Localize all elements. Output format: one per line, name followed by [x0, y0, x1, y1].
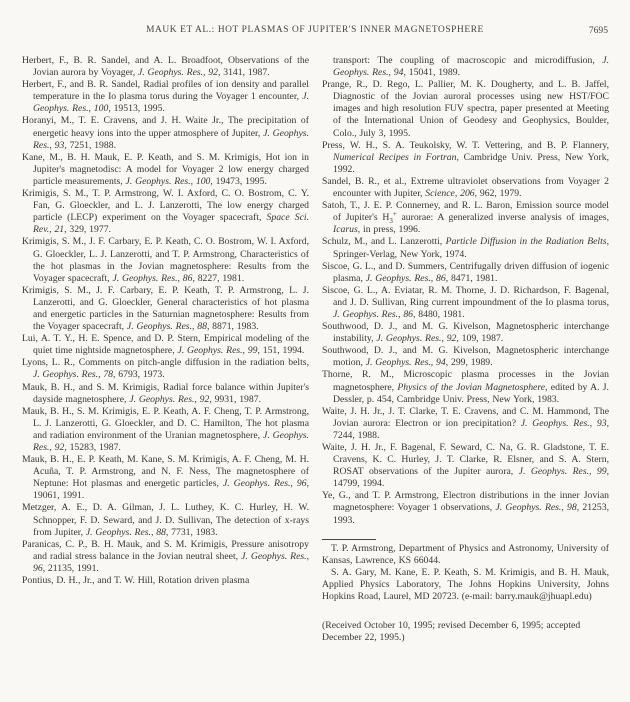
- affiliation-apl: S. A. Gary, M. Kane, E. P. Keath, S. M. Krimigis, and B. H. Mauk, Applied Physics Laboratory, The Johns Hopkins University, Johns Hopkins Road, Laurel, MD 20723. (e-mail: barry.mauk@jhuapl.edu): [322, 566, 609, 603]
- reference-entry-continued: transport: The coupling of macroscopic and microdiffusion, J. Geophys. Res., 94, 15041, 1989.: [333, 55, 609, 79]
- reference-entry: Thorne, R. M., Microscopic plasma processes in the Jovian magnetosphere, Physics of the Jovian Magnetosphere, edited by A. J. Dessler, p. 454, Cambridge Univ. Press, New York, 1983.: [322, 369, 609, 405]
- right-column-refs: [322, 55, 609, 527]
- reference-entry: Horanyi, M., T. E. Cravens, and J. H. Waite Jr., The precipitation of energetic heavy ions into the upper atmosphere of Jupiter, J. Geophys. Res., 93, 7251, 1988.: [22, 115, 309, 151]
- references-right-column: [322, 55, 609, 645]
- reference-entry: Krimigis, S. M., T. P. Armstrong, W. I. Axford, C. O. Bostrom, C. Y. Fan, G. Gloeckler, and L. J. Lanzerotti, The low energy charged particle (LECP) experiment on the Voyager spacecraft, Space Sci. Rev., 21, 329, 1977.: [22, 188, 309, 236]
- reference-entry: Lyons, L. R., Comments on pitch-angle diffusion in the radiation belts, J. Geophys. Res., 78, 6793, 1973.: [22, 357, 309, 381]
- affiliation-armstrong: T. P. Armstrong, Department of Physics and Astronomy, University of Kansas, Lawrence, KS 66044.: [322, 542, 609, 566]
- footnote-divider: [322, 539, 376, 540]
- running-head: MAUK ET AL.: HOT PLASMAS OF JUPITER'S INNER MAGNETOSPHERE: [146, 25, 484, 35]
- reference-entry: Metzger, A. E., D. A. Gilman, J. L. Luthey, K. C. Hurley, H. W. Schnopper, F. D. Seward, and J. D. Sullivan, The detection of x-rays from Jupiter, J. Geophys. Res., 88, 7731, 1983.: [22, 502, 309, 538]
- reference-entry: Mauk, B. H., E. P. Keath, M. Kane, S. M. Krimigis, A. F. Cheng, M. H. Acuña, T. P. Armstrong, and N. F. Ness, The magnetosphere of Neptune: Hot plasmas and energetic particles, J. Geophys. Res., 96, 19061, 1991.: [22, 454, 309, 502]
- reference-entry: Siscoe, G. L., and D. Summers, Centrifugally driven diffusion of iogenic plasma, J. Geophys. Res., 86, 8471, 1981.: [322, 260, 609, 284]
- reference-entry: Satoh, T., J. E. P. Connerney, and R. L. Baron, Emission source model of Jupiter's $H_3^+$ aurorae: A generalized inverse analysis of images, Icarus, in press, 1996.: [322, 200, 609, 236]
- reference-entry: Siscoe, G. L., A. Eviatar, R. M. Thorne, J. D. Richardson, F. Bagenal, and J. D. Sullivan, Ring current impoundment of the Io plasma torus, J. Geophys. Res., 86, 8480, 1981.: [322, 284, 609, 320]
- reference-entry: Southwood, D. J., and M. G. Kivelson, Magnetospheric interchange instability, J. Geophys. Res., 92, 109, 1987.: [322, 321, 609, 345]
- reference-entry: Krimigis, S. M., J. F. Carbary, E. P. Keath, C. O. Bostrom, W. I. Axford, G. Gloeckler, L. J. Lanzerotti, and T. P. Armstrong, Characteristics of the hot plasmas in the Jovian magnetosphere: Results from the Voyager spacecraft, J. Geophys. Res., 86, 8227, 1981.: [22, 236, 309, 284]
- footnote-block: [322, 539, 609, 645]
- reference-entry: Paranicas, C. P., B. H. Mauk, and S. M. Krimigis, Pressure anisotropy and radial stress balance in the Jovian neutral sheet, J. Geophys. Res., 96, 21135, 1991.: [22, 538, 309, 574]
- reference-entry: Sandel, B. R., et al., Extreme ultraviolet observations from Voyager 2 encounter with Jupiter, Science, 206, 962, 1979.: [322, 175, 609, 200]
- reference-entry: Lui, A. T. Y., H. E. Spence, and D. P. Stern, Empirical modeling of the quiet time nightside magnetosphere, J. Geophys. Res., 99, 151, 1994.: [22, 333, 309, 357]
- reference-entry: Krimigis, S. M., J. F. Carbary, E. P. Keath, T. P. Armstrong, L. J. Lanzerotti, and G. Gloeckler, General characteristics of hot plasma and energetic particles in the Saturnian magnetosphere: Results from the Voyager spacecraft, J. Geophys. Res., 88, 8871, 1983.: [22, 284, 309, 333]
- reference-entry: Press, W. H., S. A. Teukolsky, W. T. Vettering, and B. P. Flannery, Numerical Recipes in Fortran, Cambridge Univ. Press, New York, 1992.: [322, 139, 609, 175]
- reference-entry: Schulz, M., and L. Lanzerotti, Particle Diffusion in the Radiation Belts, Springer-Verlag, New York, 1974.: [322, 236, 609, 260]
- reference-entry: Southwood, D. J., and M. G. Kivelson, Magnetospheric interchange motion, J. Geophys. Res., 94, 299, 1989.: [322, 345, 609, 369]
- references-left-column: [22, 55, 309, 645]
- received-dates: (Received October 10, 1995; revised December 6, 1995; accepted December 22, 1995.): [322, 620, 581, 644]
- reference-entry: Ye, G., and T. P. Armstrong, Electron distributions in the inner Jovian magnetosphere: Voyager 1 observations, J. Geophys. Res., 98, 21253, 1993.: [322, 490, 609, 526]
- reference-entry: Mauk, B. H., and S. M. Krimigis, Radial force balance within Jupiter's dayside magnetosphere, J. Geophys. Res., 92, 9931, 1987.: [22, 381, 309, 405]
- reference-entry: Mauk, B. H., S. M. Krimigis, E. P. Keath, A. F. Cheng, T. P. Armstrong, L. J. Lanzerotti, G. Gloeckler, and D. C. Hamilton, The hot plasma and radiation environment of the Uranian magnetosphere, J. Geophys. Res., 92, 15283, 1987.: [22, 405, 309, 453]
- references-section: [22, 55, 609, 645]
- page-number: 7695: [583, 25, 608, 36]
- left-column-refs: [22, 55, 309, 587]
- reference-entry: Kane, M., B. H. Mauk, E. P. Keath, and S. M. Krimigis, Hot ion in Jupiter's magnetodisc: A model for Voyager 2 low energy charged particle measurements, J. Geophys. Res., 100, 19473, 1995.: [22, 151, 309, 187]
- reference-entry: Herbert, F., B. R. Sandel, and A. L. Broadfoot, Observations of the Jovian aurora by Voyager, J. Geophys. Res., 92, 3141, 1987.: [22, 55, 309, 79]
- reference-entry: Waite, J. H. Jr., J. T. Clarke, T. E. Cravens, and C. M. Hammond, The Jovian aurora: Electron or ion precipitation? J. Geophys. Res., 93, 7244, 1988.: [322, 405, 609, 441]
- reference-entry: Pontius, D. H., Jr., and T. W. Hill, Rotation driven plasma: [22, 575, 250, 587]
- reference-entry: Prange, R., D. Rego, L. Pallier, M. K. Dougherty, and L. B. Jaffel, Diagnostic of the Jovian auroral processes using new HST/FOC images and high resolution FUV spectra, paper presented at Meeting of the International Union of Geodesy and Geophysics, Boulder, Colo., July 3, 1995.: [322, 79, 609, 139]
- reference-entry: Waite, J. H. Jr., F. Bagenal, F. Seward, C. Na, G. R. Gladstone, T. E. Cravens, K. C. Hurley, J. T. Clarke, R. Elsner, and S. A. Stern, ROSAT observations of the Jupiter aurora, J. Geophys. Res., 99, 14799, 1994.: [322, 442, 610, 490]
- reference-entry: Herbert, F., and B. R. Sandel, Radial profiles of ion density and parallel temperature in the Io plasma torus during the Voyager 1 encounter, J. Geophys. Res., 100, 19513, 1995.: [22, 79, 309, 115]
